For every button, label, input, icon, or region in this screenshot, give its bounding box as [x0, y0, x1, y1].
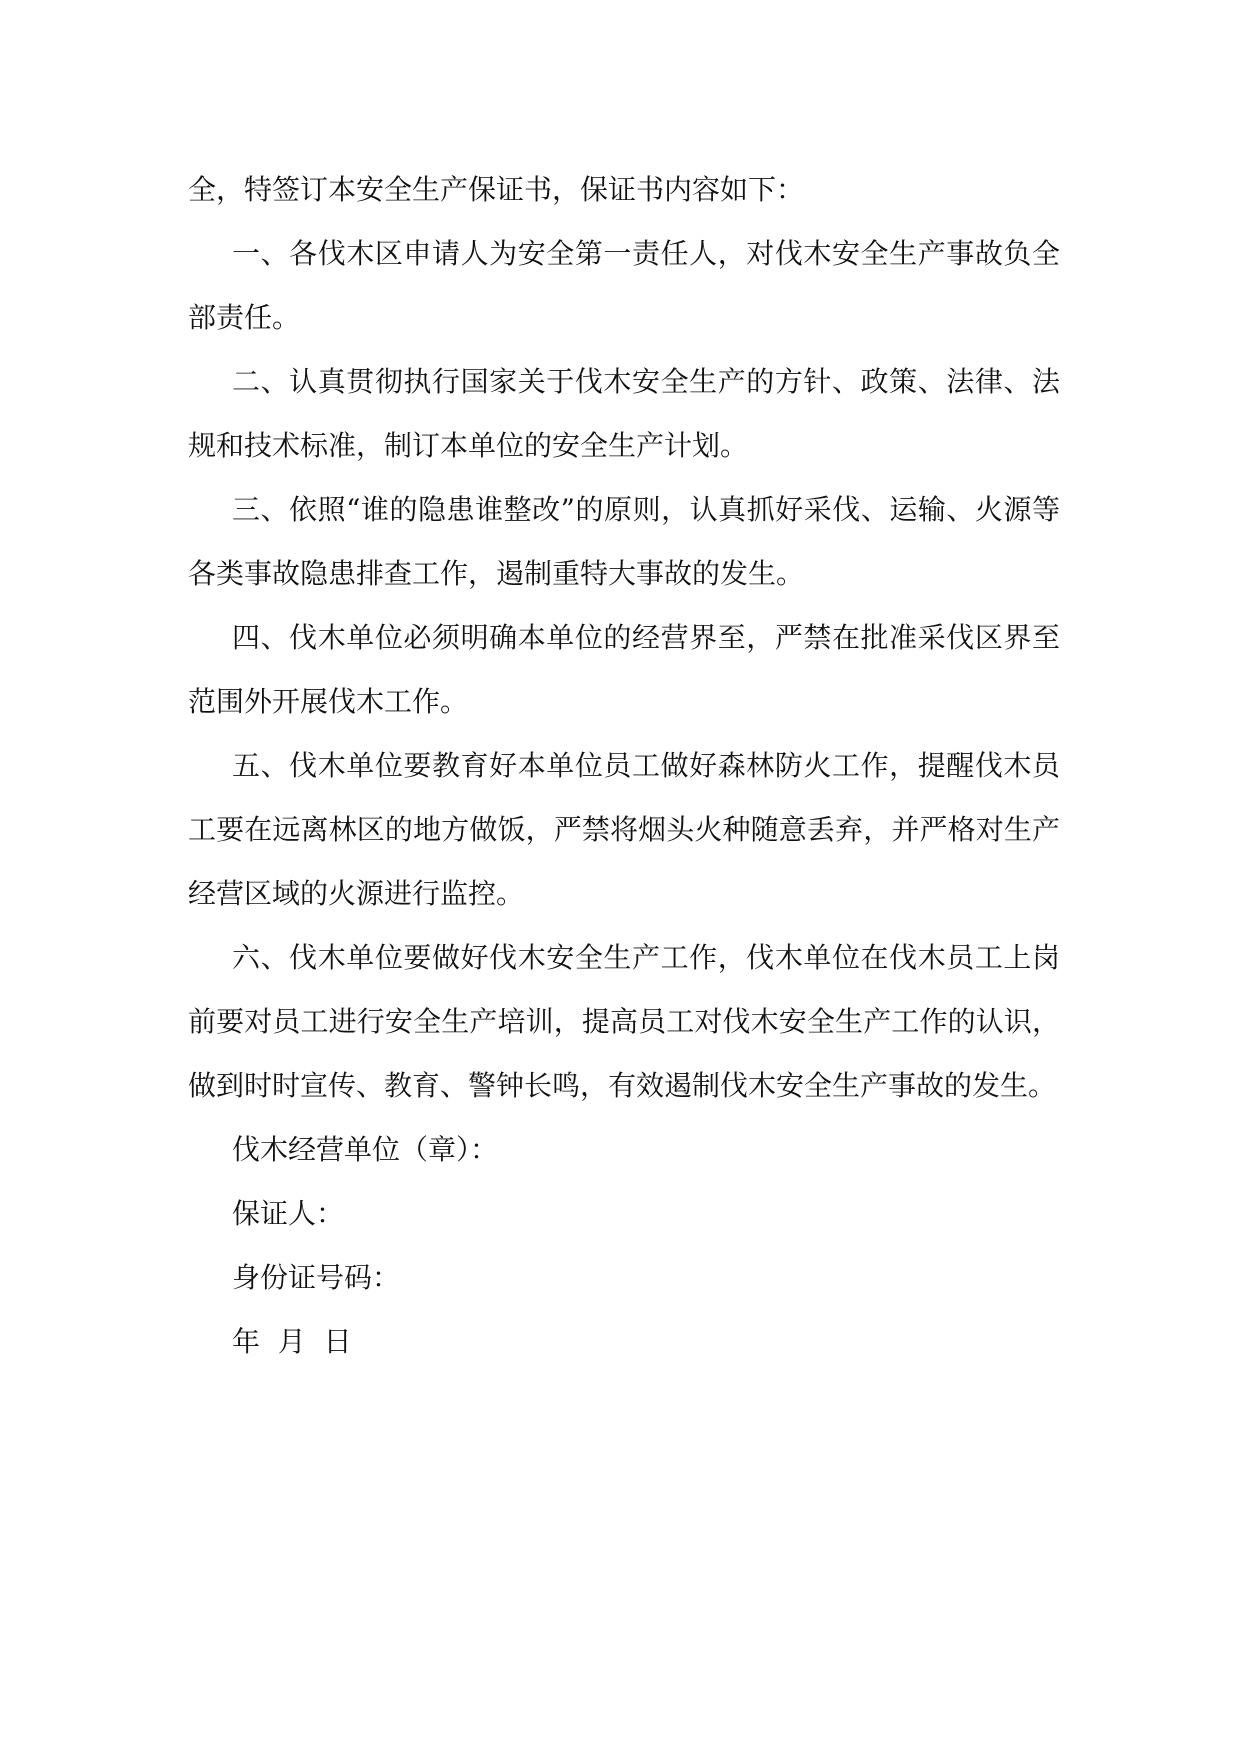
paragraph-clause-1: 一、各伐木区申请人为安全第一责任人，对伐木安全生产事故负全部责任。 [188, 237, 1060, 334]
paragraph-clause-2: 二、认真贯彻执行国家关于伐木安全生产的方针、政策、法律、法规和技术标准，制订本单位的安全生产计划。 [188, 365, 1060, 462]
signature-id-number-label: 身份证号码： [232, 1261, 401, 1294]
signature-guarantor-label: 保证人： [232, 1197, 345, 1230]
signature-unit-label: 伐木经营单位（章）： [232, 1133, 499, 1166]
paragraph-intro-tail: 全，特签订本安全生产保证书，保证书内容如下： [188, 173, 805, 206]
signature-date-label: 年 月 日 [232, 1325, 352, 1358]
paragraph-clause-3: 三、依照“谁的隐患谁整改”的原则，认真抓好采伐、运输、火源等各类事故隐患排查工作，遏制重特大事故的发生。 [188, 493, 1060, 590]
paragraph-clause-6: 六、伐木单位要做好伐木安全生产工作，伐木单位在伐木员工上岗前要对员工进行安全生产培训，提高员工对伐木安全生产工作的认识，做到时时宣传、教育、警钟长鸣，有效遏制伐木安全生产事故的发生。 [188, 941, 1060, 1102]
document-body [188, 158, 1060, 1374]
signature-block [188, 1118, 1060, 1374]
paragraph-clause-4: 四、伐木单位必须明确本单位的经营界至，严禁在批准采伐区界至范围外开展伐木工作。 [188, 621, 1060, 718]
paragraph-clause-5: 五、伐木单位要教育好本单位员工做好森林防火工作，提醒伐木员工要在远离林区的地方做饭，严禁将烟头火种随意丢弃，并严格对生产经营区域的火源进行监控。 [188, 749, 1060, 910]
